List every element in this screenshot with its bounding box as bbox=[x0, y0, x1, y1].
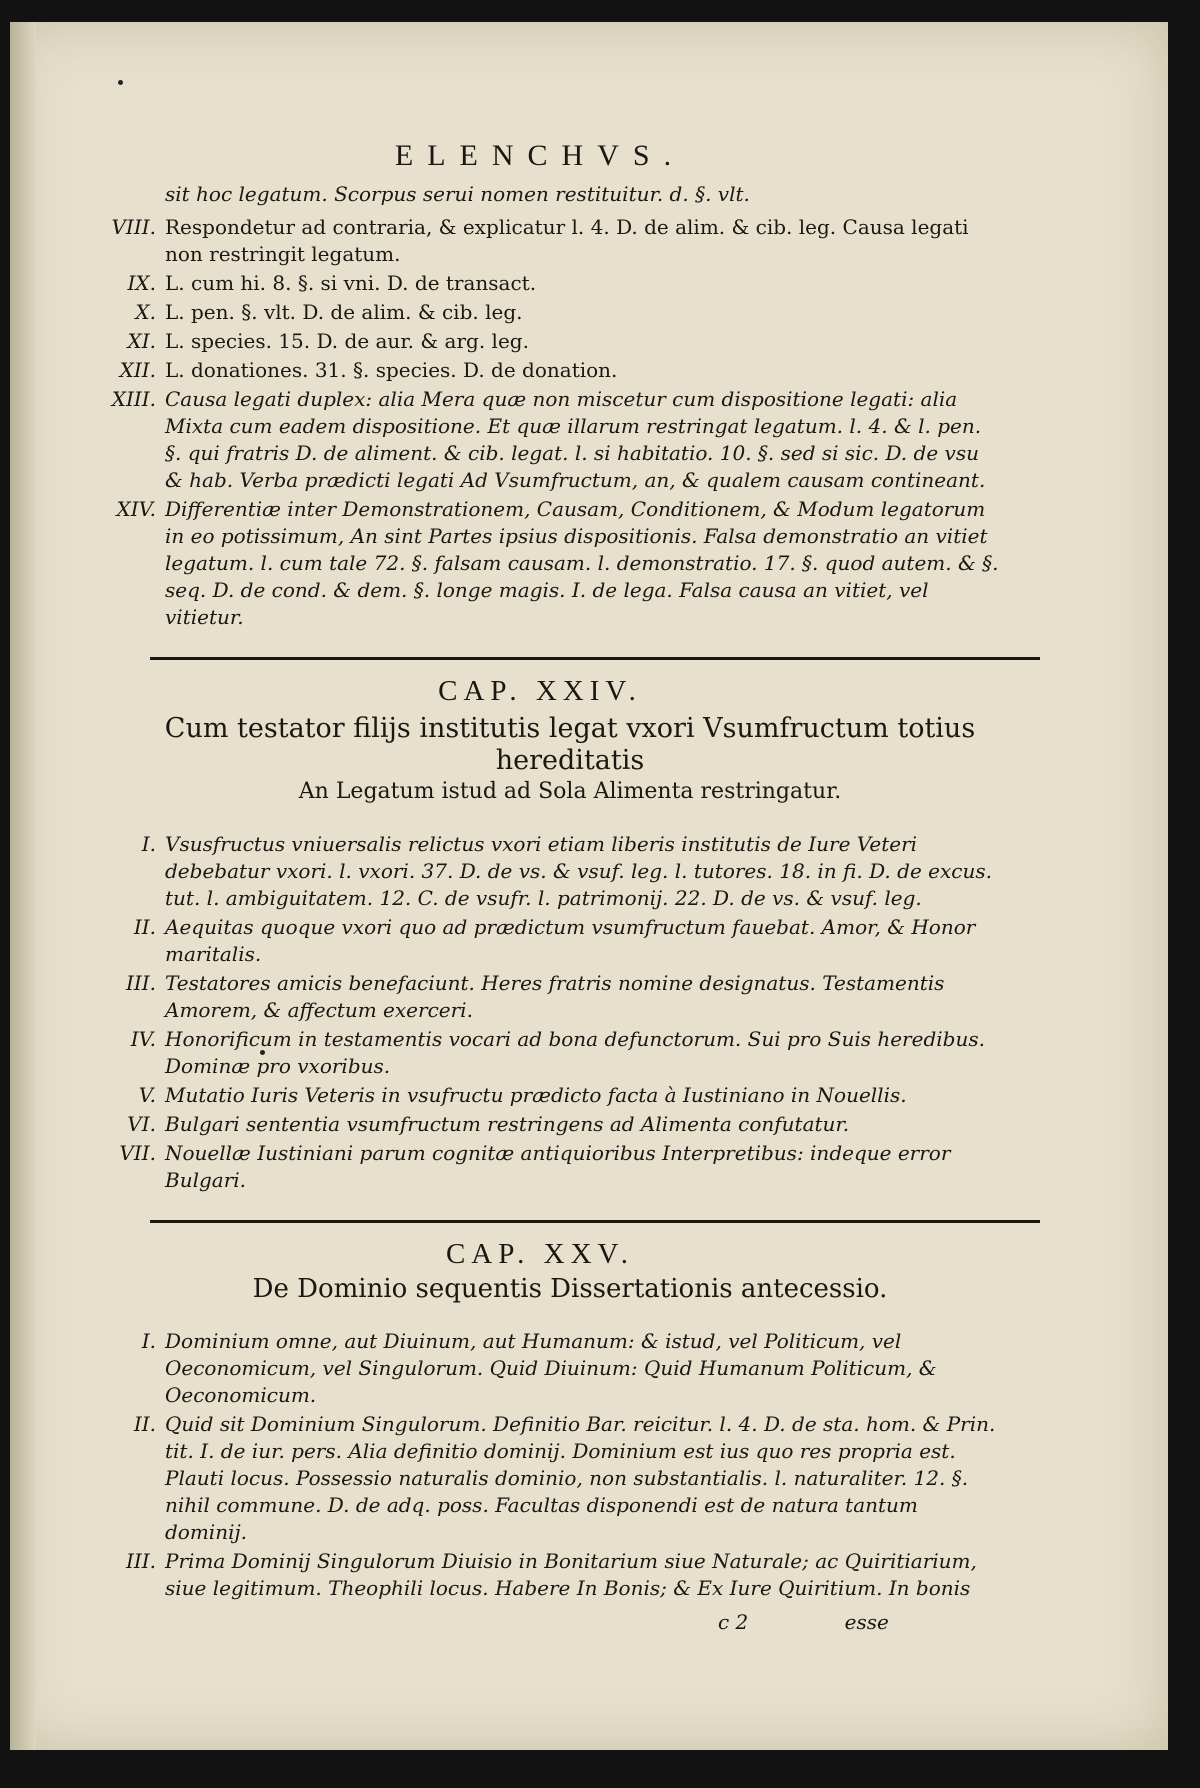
list-item bbox=[80, 386, 1000, 494]
entry-number: I. bbox=[141, 832, 156, 856]
entry-text: Causa legati duplex: alia Mera quæ non miscetur cum dispositione legati: alia Mixta cum eadem dispositione. Et quæ illarum restringat legatum. l. 4. & l. pen. §. qui fratris D. de aliment. & cib. legat. l. si habitatio. 10. §. sed si sic. D. de vsu & hab. Verba prædicti legati Ad Vsumfructum, an, & qualem causam contineant. bbox=[165, 387, 986, 492]
entry-number: XIII. bbox=[111, 387, 156, 411]
page-content bbox=[80, 139, 1000, 1604]
entry-number: III. bbox=[125, 971, 156, 995]
entry-text: L. pen. §. vlt. D. de alim. & cib. leg. bbox=[165, 300, 523, 324]
entry-number: IV. bbox=[130, 1027, 156, 1051]
list-item bbox=[80, 496, 1000, 631]
section-divider bbox=[150, 657, 1040, 660]
catchword: esse bbox=[844, 1610, 889, 1634]
entry-text: Nouellæ Iustiniani parum cognitæ antiquioribus Interpretibus: indeque error Bulgari. bbox=[165, 1141, 951, 1192]
list-item bbox=[80, 1082, 1000, 1109]
page-footer bbox=[718, 1610, 978, 1634]
list-item bbox=[80, 831, 1000, 912]
book-page bbox=[10, 22, 1168, 1750]
entry-number: III. bbox=[125, 1549, 156, 1573]
list-item bbox=[80, 1548, 1000, 1602]
list-item bbox=[80, 214, 1000, 268]
entry-number: I. bbox=[141, 1329, 156, 1353]
entry-number: X. bbox=[135, 300, 156, 324]
entry-number: V. bbox=[138, 1083, 156, 1107]
list-item bbox=[80, 914, 1000, 968]
entry-number: XIV. bbox=[116, 497, 156, 521]
entry-number: II. bbox=[133, 915, 156, 939]
list-item bbox=[80, 1140, 1000, 1194]
entry-text: L. cum hi. 8. §. si vni. D. de transact. bbox=[165, 271, 537, 295]
chapter-heading: CAP. XXIV. bbox=[438, 675, 642, 707]
entry-text: Bulgari sententia vsumfructum restringens ad Alimenta confutatur. bbox=[165, 1112, 850, 1136]
list-item bbox=[80, 328, 1000, 355]
entry-number: VIII. bbox=[111, 215, 156, 239]
entry-text: Prima Dominij Singulorum Diuisio in Bonitarium siue Naturale; ac Quiritiarium, siue legitimum. Theophili locus. Habere In Bonis; & Ex Iure Quiritium. In bonis bbox=[165, 1549, 977, 1600]
entry-text: Differentiæ inter Demonstrationem, Causam, Conditionem, & Modum legatorum in eo potissimum, An sint Partes ipsius dispositionis. Falsa demonstratio an vitiet legatum. l. cum tale 72. §. falsam causam. l. demonstratio. 17. §. quod autem. & §. seq. D. de cond. & dem. §. longe magis. I. de lega. Falsa causa an vitiet, vel vitietur. bbox=[165, 497, 999, 629]
entry-number: VI. bbox=[127, 1112, 156, 1136]
entry-text: L. donationes. 31. §. species. D. de donation. bbox=[165, 358, 618, 382]
chapter-24 bbox=[80, 675, 1000, 1194]
entry-text: Aequitas quoque vxori quo ad prædictum vsumfructum fauebat. Amor, & Honor maritalis. bbox=[165, 915, 976, 966]
entry-text: Dominium omne, aut Diuinum, aut Humanum: & istud, vel Politicum, vel Oeconomicum, vel Singulorum. Quid Diuinum: Quid Humanum Politicum, & Oeconomicum. bbox=[165, 1329, 937, 1407]
entry-text: Honorificum in testamentis vocari ad bona defunctorum. Sui pro Suis heredibus. Dominæ pro vxoribus. bbox=[165, 1027, 985, 1078]
entry-number: VII. bbox=[119, 1141, 156, 1165]
entry-number: XII. bbox=[119, 358, 156, 382]
chapter-title: De Dominio sequentis Dissertationis antecessio. bbox=[252, 1274, 888, 1304]
entry-text: Respondetur ad contraria, & explicatur l. 4. D. de alim. & cib. leg. Causa legati non restringit legatum. bbox=[165, 215, 969, 266]
chapter-heading: CAP. XXV. bbox=[445, 1238, 635, 1270]
running-head: ELENCHVS. bbox=[394, 139, 686, 172]
list-item bbox=[80, 357, 1000, 384]
entry-text: Testatores amicis benefaciunt. Heres fratris nomine designatus. Testamentis Amorem, & affectum exerceri. bbox=[165, 971, 945, 1022]
list-item bbox=[80, 1111, 1000, 1138]
entry-text: Vsusfructus vniuersalis relictus vxori etiam liberis institutis de Iure Veteri debebatur vxori. l. vxori. 37. D. de vs. & vsuf. leg. l. tutores. 18. in fi. D. de excus. tut. l. ambiguitatem. 12. C. de vsufr. l. patrimonij. 22. D. de vs. & vsuf. leg. bbox=[165, 832, 992, 910]
list-item bbox=[80, 299, 1000, 326]
entries-list-a bbox=[80, 214, 1000, 631]
page-gutter bbox=[10, 22, 36, 1750]
entry-number: II. bbox=[133, 1412, 156, 1436]
list-item bbox=[80, 1411, 1000, 1546]
entry-text: L. species. 15. D. de aur. & arg. leg. bbox=[165, 329, 529, 353]
ink-speck bbox=[118, 80, 123, 85]
signature-mark: c 2 bbox=[718, 1610, 749, 1634]
chapter-title: Cum testator filijs institutis legat vxori Vsumfructum totius hereditatis bbox=[164, 713, 976, 776]
section-divider bbox=[150, 1220, 1040, 1223]
intro-line: sit hoc legatum. Scorpus serui nomen restituitur. d. §. vlt. bbox=[165, 182, 750, 206]
chapter-25 bbox=[80, 1238, 1000, 1602]
list-item bbox=[80, 970, 1000, 1024]
list-item bbox=[80, 1026, 1000, 1080]
entry-text: Quid sit Dominium Singulorum. Definitio Bar. reicitur. l. 4. D. de sta. hom. & Prin. tit. I. de iur. pers. Alia definitio dominij. Dominium est ius quo res propria est. Plauti locus. Possessio naturalis dominio, non substantialis. l. naturaliter. 12. §. nihil commune. D. de adq. poss. Facultas disponendi est de natura tantum dominij. bbox=[165, 1412, 996, 1544]
entry-text: Mutatio Iuris Veteris in vsufructu prædicto facta à Iustiniano in Nouellis. bbox=[165, 1083, 907, 1107]
list-item bbox=[80, 1328, 1000, 1409]
list-item bbox=[80, 270, 1000, 297]
entry-number: IX. bbox=[127, 271, 156, 295]
entry-number: XI. bbox=[127, 329, 156, 353]
chapter-subtitle: An Legatum istud ad Sola Alimenta restringatur. bbox=[298, 779, 842, 804]
